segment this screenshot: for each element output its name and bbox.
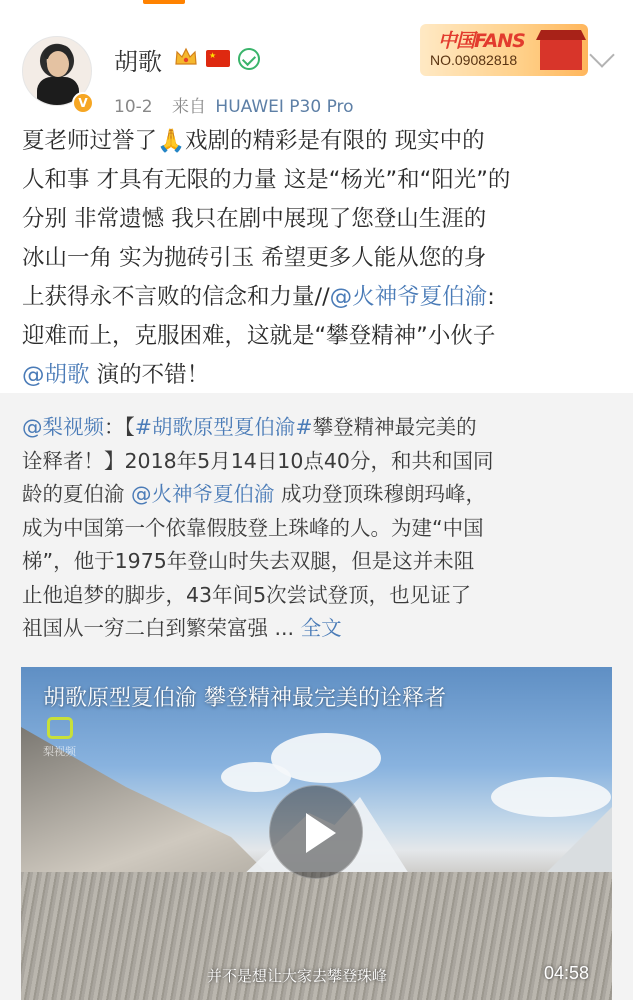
post-line: 冰山一角 实为抛砖引玉 希望更多人能从您的身	[22, 245, 487, 271]
mention-link[interactable]: @火神爷夏伯渝	[329, 284, 488, 310]
play-button[interactable]	[269, 785, 363, 879]
repost-line: 成为中国第一个依靠假肢登上珠峰的人。为建“中国	[22, 515, 484, 540]
repost-line-text: 成功登顶珠穆朗玛峰，	[274, 482, 487, 506]
mention-link[interactable]: @火神爷夏伯渝	[131, 482, 275, 506]
repost-author-link[interactable]: @梨视频	[22, 415, 104, 439]
post-line-text: 演的不错！	[89, 362, 210, 388]
repost-line	[22, 478, 620, 512]
post-line-text: 上获得永不言败的信念和力量//	[22, 284, 330, 310]
repost-line: 诠释者！】2018年5月14日10点40分，和共和国同	[22, 448, 494, 473]
chevron-down-icon[interactable]	[589, 42, 614, 67]
colon-text: ：	[104, 415, 125, 439]
fans-badge[interactable]	[420, 24, 588, 76]
repost-card[interactable]	[0, 393, 633, 1000]
top-tab-indicator	[143, 0, 185, 4]
mention-link[interactable]: @胡歌	[22, 362, 90, 388]
post-header	[0, 14, 633, 117]
post-body	[22, 122, 620, 395]
post-line	[22, 356, 620, 395]
post-line: 迎难而上，克服困难，这就是“攀登精神”小伙子	[22, 323, 496, 349]
repost-line-text: 攀登精神最完美的	[312, 415, 477, 439]
check-icon	[238, 48, 260, 70]
post-date: 10-2	[114, 97, 153, 117]
fans-badge-title: 中国FANS	[438, 30, 525, 52]
username[interactable]: 胡歌	[114, 48, 162, 76]
post-line: 分别 非常遗憾 我只在剧中展现了您登山生涯的	[22, 206, 487, 232]
colon-text: :	[487, 284, 495, 310]
hashtag-link[interactable]: #胡歌原型夏伯渝#	[134, 415, 313, 439]
bracket-text: 【	[124, 415, 135, 439]
gate-icon	[540, 38, 582, 70]
repost-line: 止他追梦的脚步，43年间5次尝试登顶，也见证了	[22, 582, 472, 607]
repost-body	[22, 411, 620, 646]
video-logo-text: 梨视频	[43, 745, 76, 758]
post-line: 人和事 才具有无限的力量 这是“杨光”和“阳光”的	[22, 167, 511, 193]
full-text-link[interactable]: 全文	[300, 616, 342, 640]
repost-line-text: 祖国从一穷二白到繁荣富强 ...	[22, 616, 301, 640]
verified-icon: V	[72, 92, 94, 114]
post-line: 夏老师过誉了🙏戏剧的精彩是有限的 现实中的	[22, 128, 485, 154]
source-label: 来自	[172, 97, 206, 117]
repost-line: 梯”，他于1975年登山时失去双腿，但是这并未阻	[22, 549, 475, 573]
video-duration: 04:58	[544, 963, 590, 983]
video-player[interactable]	[21, 667, 612, 1000]
video-title: 胡歌原型夏伯渝 攀登精神最完美的诠释者	[43, 686, 446, 711]
video-subtitle: 并不是想让大家去攀登珠峰	[207, 967, 388, 985]
post-line	[22, 278, 620, 317]
post-meta	[114, 92, 354, 117]
video-logo-icon	[47, 717, 73, 739]
repost-line	[22, 411, 620, 445]
play-icon	[306, 813, 336, 853]
repost-line-text: 龄的夏伯渝	[22, 482, 132, 506]
source-device[interactable]: HUAWEI P30 Pro	[215, 97, 354, 117]
crown-icon	[174, 46, 198, 68]
cloud	[491, 777, 611, 817]
fans-badge-number: NO.09082818	[430, 52, 518, 68]
flag-icon: ★	[206, 50, 230, 67]
repost-line	[22, 612, 620, 646]
cloud	[221, 762, 291, 792]
